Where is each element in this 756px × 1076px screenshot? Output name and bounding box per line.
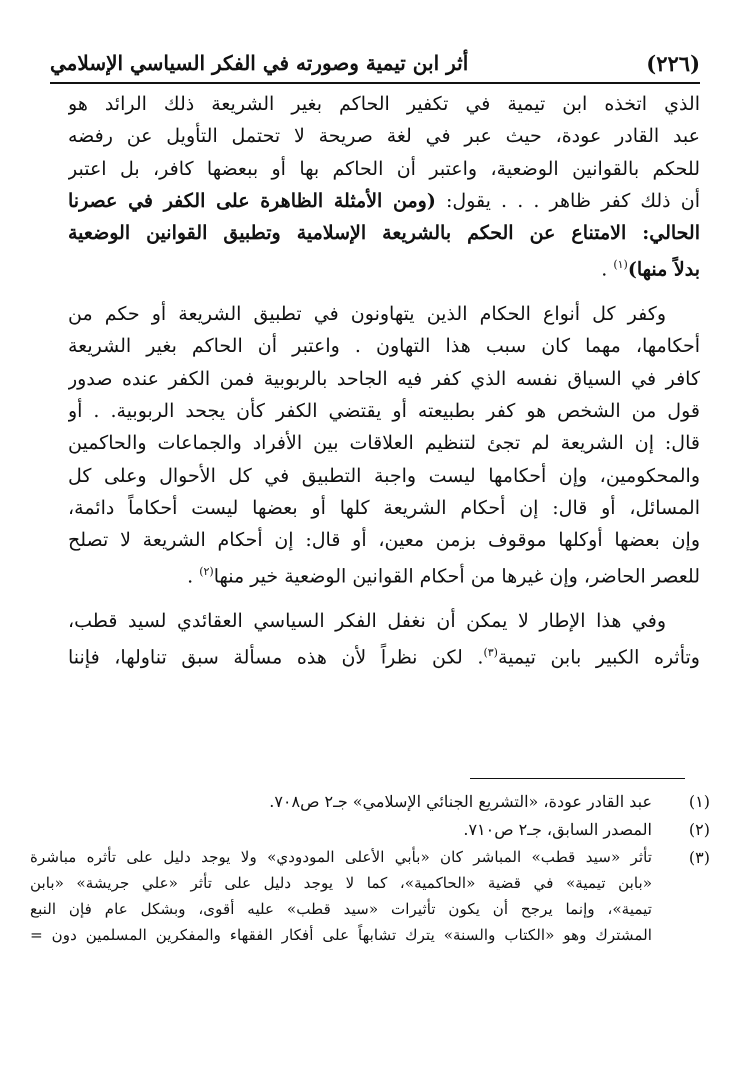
text-line: كافر في السياق نفسه الذي كفر فيه الجاحد بالربوبية فمن الكفر عنده صدور <box>68 367 700 390</box>
text-span: . لكن نظراً لأن هذه مسألة سبق تناولها، فإننا <box>68 646 484 669</box>
text-line <box>68 556 700 593</box>
footnote-text: المصدر السابق، جـ٢ ص٧١٠. <box>463 820 652 839</box>
paragraph-2 <box>68 298 700 593</box>
quote-bold: (ومن الأمثلة الظاهرة على الكفر في عصرنا <box>68 189 436 212</box>
text-span: . <box>187 565 194 588</box>
text-line: والمحكومين، وإن أحكامها ليست واجبة التطبيق في كل الأحوال وعلى كل <box>68 464 700 487</box>
text-line: وكفر كل أنواع الحكام الذين يتهاونون في تطبيق الشريعة أو حكم من <box>68 303 666 326</box>
text-span: أن ذلك كفر ظاهر . . . يقول: <box>446 189 700 212</box>
text-line: قول من الشخص هو كفر بطبيعته أو يقتضي الكفر كأن يجحد الربوبية. . أو <box>68 400 700 422</box>
footnote-2 <box>30 816 710 844</box>
footnote-separator <box>470 778 685 779</box>
text-line <box>68 637 700 674</box>
footnote-number: (٢) <box>688 820 710 839</box>
footnote-3 <box>30 844 710 948</box>
paragraph-1 <box>68 88 700 286</box>
footnote-line: «بابن تيمية» في قضية «الحاكمية»، كما لا يوجد دليل على تأثر «علي جريشة» «بابن <box>30 874 652 892</box>
text-span: للعصر الحاضر، وإن غيرها من أحكام القوانين الوضعية خير منها <box>213 565 700 588</box>
text-line: قال: إن الشريعة لم تجئ لتنظيم العلاقات بين الأفراد والجماعات والحاكمين <box>68 432 700 455</box>
page-number: (٢٢٦) <box>646 50 700 76</box>
quote-bold-line: الحالي: الامتناع عن الحكم بالشريعة الإسلامية وتطبيق القوانين الوضعية <box>68 222 700 245</box>
main-text <box>68 88 700 674</box>
text-line: أحكامها، مهما كان سبب هذا التهاون . واعتبر أن الحاكم بغير الشريعة <box>68 335 700 358</box>
text-line <box>68 249 700 286</box>
text-span: . <box>601 258 608 281</box>
text-line: المسائل، أو قال: إن أحكام الشريعة كلها أو بعضها ليست أحكاماً دائمة، <box>68 496 700 519</box>
footnote-line: تأثر «سيد قطب» المباشر كان «بأبي الأعلى المودودي» ولا يوجد دليل على تأثره مباشرة <box>30 848 652 866</box>
text-line <box>68 185 700 217</box>
running-header <box>50 44 700 84</box>
text-span: وتأثره الكبير بابن تيمية <box>497 646 700 669</box>
footnote-ref: (٣) <box>483 646 498 660</box>
footnote-line: المشترك وهو «الكتاب والسنة» يترك تشابهاً على أفكار الفقهاء والمفكرين المسلمين دون = <box>30 926 652 944</box>
running-title: أثر ابن تيمية وصورته في الفكر السياسي الإسلامي <box>50 51 469 75</box>
text-line: وفي هذا الإطار لا يمكن أن نغفل الفكر السياسي العقائدي لسيد قطب، <box>68 610 666 633</box>
footnote-ref: (٢) <box>199 565 214 579</box>
paragraph-3 <box>68 605 700 674</box>
text-line: الذي اتخذه ابن تيمية في تكفير الحاكم بغير الشريعة ذلك الرائد هو <box>68 93 700 115</box>
text-line: وإن بعضها أوكلها موقوف بزمن معين، أو قال: إن أحكام الشريعة لا تصلح <box>68 529 700 552</box>
footnote-ref: (١) <box>613 258 628 272</box>
footnote-text: عبد القادر عودة، «التشريع الجنائي الإسلامي» جـ٢ ص٧٠٨. <box>269 792 652 811</box>
quote-bold: بدلاً منها) <box>627 258 700 281</box>
footnote-number: (٣) <box>688 848 710 867</box>
text-line: عبد القادر عودة، حيث عبر في لغة صريحة لا تحتمل التأويل عن رفضه <box>68 125 700 148</box>
footnote-text <box>30 844 652 948</box>
text-line: للحكم بالقوانين الوضعية، واعتبر أن الحاكم بها أو ببعضها كافر، بل اعتبر <box>68 157 700 180</box>
footnote-1 <box>30 788 710 816</box>
footnotes <box>30 788 710 948</box>
footnote-number: (١) <box>688 792 710 811</box>
footnote-line: تيمية»، وإنما يرجح أن يكون تأثيرات «سيد قطب» عليه أقوى، وبشكل عام فإن النبع <box>30 900 652 918</box>
